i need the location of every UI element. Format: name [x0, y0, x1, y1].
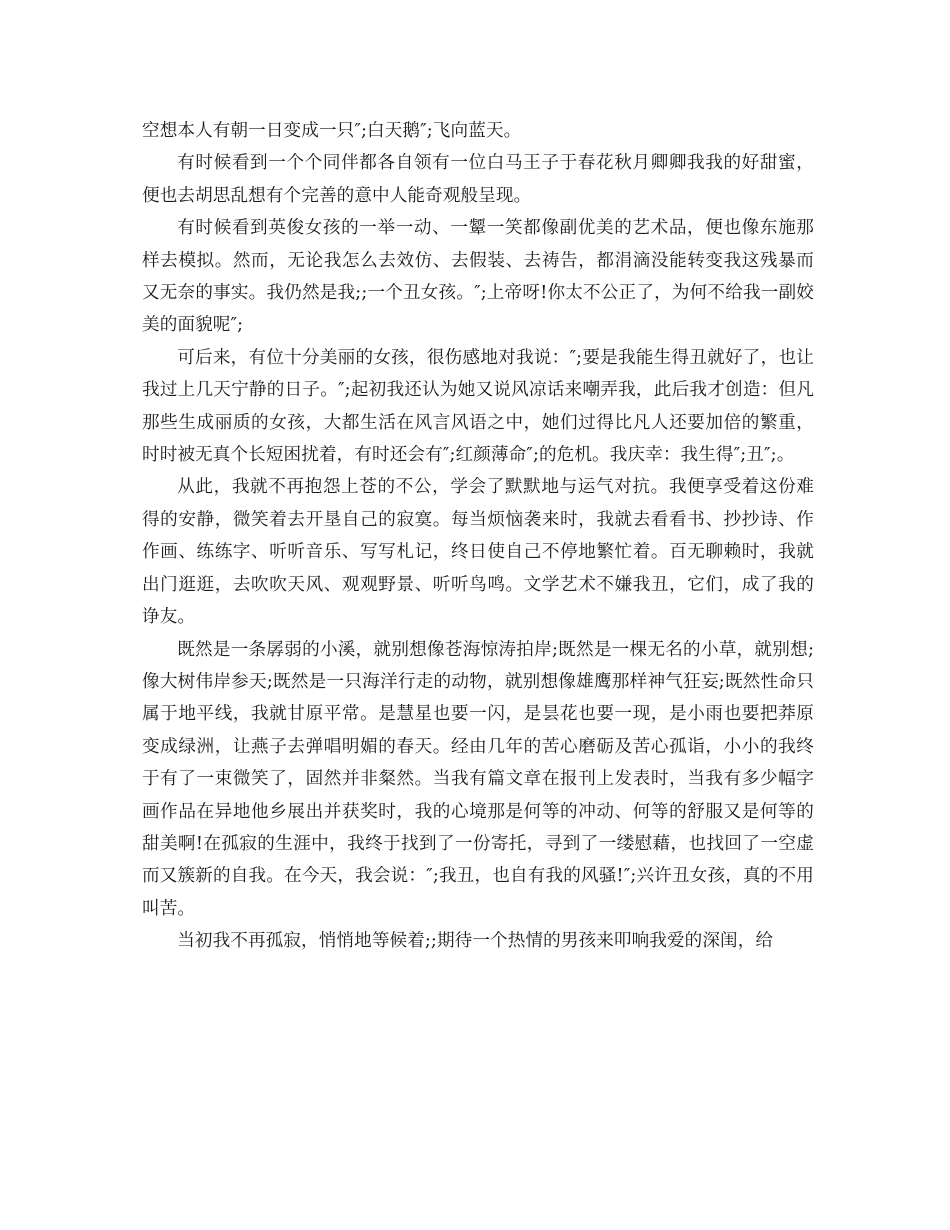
paragraph-7: 当初我不再孤寂，悄悄地等候着;;期待一个热情的男孩来叩响我爱的深闺，给 — [177, 931, 774, 952]
paragraph-4: 可后来，有位十分美丽的女孩，很伤感地对我说：″;要是我能生得丑就好了，也让我过上几天宁静的日子。″;起初我还认为她又说风凉话来嘲弄我，此后我才创造：但凡那些生成丽质的女孩，大都生活在风言风语之中，她们过得比凡人还要加倍的繁重，时时被无真个长短困扰着，有时还会有″;红颜薄命″;的危机。我庆幸：我生得″;丑″;。 — [142, 347, 814, 466]
paragraph-1: 空想本人有朝一日变成一只″;白天鹅″;飞向蓝天。 — [142, 121, 522, 141]
document-body — [142, 115, 814, 958]
paragraph-6: 既然是一条孱弱的小溪，就别想像苍海惊涛拍岸;既然是一棵无名的小草，就别想;像大树伟岸参天;既然是一只海洋行走的动物，就别想像雄鹰那样神气狂妄;既然性命只属于地平线，我就甘原平常。是慧星也要一闪，是昙花也要一现，是小雨也要把莽原变成绿洲，让燕子去弹唱明媚的春天。经由几年的苦心磨砺及苦心孤诣，小小的我终于有了一束微笑了，固然并非粲然。当我有篇文章在报刊上发表时，当我有多少幅字画作品在异地他乡展出并获奖时，我的心境那是何等的冲动、何等的舒服又是何等的甜美啊!在孤寂的生涯中，我终于找到了一份寄托，寻到了一缕慰藉，也找回了一空虚而又簇新的自我。在今天，我会说：″;我丑，也自有我的风骚!″;兴许丑女孩，真的不用叫苦。 — [142, 639, 814, 919]
paragraph-3: 有时候看到英俊女孩的一举一动、一颦一笑都像副优美的艺术品，便也像东施那样去模拟。然而，无论我怎么去效仿、去假装、去祷告，都涓滴没能转变我这残暴而又无奈的事实。我仍然是我;;一个丑女孩。″;上帝呀!你太不公正了，为何不给我一副姣美的面貌呢″; — [142, 218, 814, 336]
paragraph-2: 有时候看到一个个同伴都各自领有一位白马王子于春花秋月卿卿我我的好甜蜜，便也去胡思乱想有个完善的意中人能奇观般呈现。 — [142, 153, 814, 206]
paragraph-5: 从此，我就不再抱怨上苍的不公，学会了默默地与运气对抗。我便享受着这份难得的安静，微笑着去开垦自己的寂寞。每当烦恼袭来时，我就去看看书、抄抄诗、作作画、练练字、听听音乐、写写札记，终日使自己不停地繁忙着。百无聊赖时，我就出门逛逛，去吹吹天风、观观野景、听听鸟鸣。文学艺术不嫌我丑，它们，成了我的诤友。 — [142, 477, 814, 628]
